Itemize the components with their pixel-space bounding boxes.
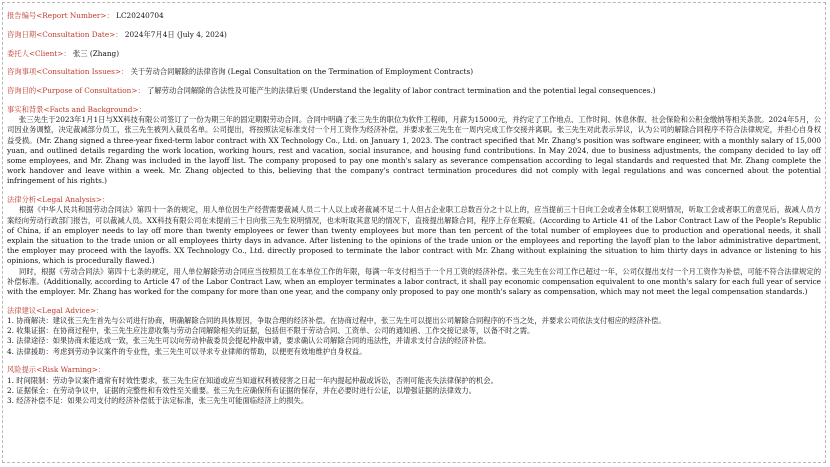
client-label: 委托人<Client>： — [7, 48, 71, 58]
consultation-purpose-label: 咨询目的<Purpose of Consultation>： — [7, 86, 145, 96]
consultation-purpose-row — [7, 86, 821, 96]
advice-item-legal-route: 3. 法律途径：如果协商未能达成一致，张三先生可以向劳动仲裁委员会提起仲裁申请，要求确认公司解除合同的违法性，并请求支付合法的经济补偿。 — [7, 336, 491, 346]
analysis-paragraph-2: 同时，根据《劳动合同法》第四十七条的规定，用人单位解除劳动合同应当按照员工在本单位工作的年限，每满一年支付相当于一个月工资的经济补偿。张三先生在公司工作已超过一年，公司仅提出支付一个月工资作为补偿，可能不符合法律规定的补偿标准。(Additionally, according to Article 47 of the Labor Contract Law, when an employer terminates a labor contract, it shall pay economic compensation equivalent to one month's salary for each full year of service with the employer. Mr. Zhang has worked for the company for more than one year, and the company only proposed to pay one month's salary as compensation, which may not meet the legal compensation standards.) — [7, 266, 821, 297]
client-row — [7, 49, 821, 59]
risk-item-evidence-preservation: 2. 证据保全：在劳动争议中，证据的完整性和有效性至关重要。张三先生应确保所有证据的保存，并在必要时进行公证，以增强证据的法律效力。 — [7, 385, 476, 395]
advice-item-negotiation: 1. 协商解决：建议张三先生首先与公司进行协商，明确解除合同的具体原因，争取合理的经济补偿。在协商过程中，张三先生可以提出公司解除合同程序的不当之处，并要求公司依法支付相应的经济补偿。 — [7, 316, 666, 326]
consultation-date-row — [7, 30, 821, 40]
advice-heading: 法律建议<Legal Advice>： — [7, 305, 104, 315]
facts-paragraph: 张三先生于2023年1月1日与XX科技有限公司签订了一份为期三年的固定期限劳动合同。合同中明确了张三先生的职位为软件工程师，月薪为15000元，并约定了工作地点、工作时间、休息休假、社会保险和公积金缴纳等相关条款。2024年5月，公司因业务调整，决定裁减部分员工，张三先生被列入裁员名单。公司提出，将按照法定标准支付一个月工资作为经济补偿，并要求张三先生在一周内完成工作交接并离职。张三先生对此表示异议，认为公司的解除合同程序不符合法律规定，并担心自身权益受损。(Mr. Zhang signed a three-year fixed-term labor contract with XX Technology Co., Ltd. on January 1, 2023. The contract specified that Mr. Zhang's position was software engineer, with a monthly salary of 15,000 yuan, and outlined details regarding the work location, working hours, rest and vacation, social insurance, and housing fund contributions. In May 2024, due to business adjustments, the company decided to lay off some employees, and Mr. Zhang was included in the layoff list. The company proposed to pay one month's salary as severance compensation according to legal standards and requested that Mr. Zhang complete the work handover and leave within a week. Mr. Zhang objected to this, believing that the company's contract termination procedures did not comply with legal regulations and was concerned about the potential infringement of his rights.) — [7, 115, 821, 186]
facts-heading: 事实和背景<Facts and Background>： — [7, 104, 146, 114]
risk-item-time-limit: 1. 时间限制：劳动争议案件通常有时效性要求，张三先生应在知道或应当知道权利被侵害之日起一年内提起仲裁或诉讼，否则可能丧失法律保护的机会。 — [7, 375, 498, 385]
consultation-report — [2, 2, 826, 463]
report-number-value: LC20240704 — [113, 11, 164, 20]
advice-item-evidence: 2. 收集证据：在协商过程中，张三先生应注意收集与劳动合同解除相关的证据，包括但不限于劳动合同、工资单、公司的通知函、工作交接记录等，以备不时之需。 — [7, 326, 535, 336]
analysis-paragraph-1: 根据《中华人民共和国劳动合同法》第四十一条的规定，用人单位因生产经营需要裁减人员二十人以上或者裁减不足二十人但占企业职工总数百分之十以上的，应当提前三十日向工会或者全体职工说明情况，听取工会或者职工的意见后，裁减人员方案经向劳动行政部门报告，可以裁减人员。XX科技有限公司在未提前三十日向张三先生说明情况，也未听取其意见的情况下，直接提出解除合同，程序上存在瑕疵。(According to Article 41 of the Labor Contract Law of the People's Republic of China, if an employer needs to lay off more than twenty employees or fewer than twenty employees but more than ten percent of the total number of employees due to production and operational needs, it shall explain the situation to the trade union or all employees thirty days in advance. After listening to the opinions of the trade union or the employees and reporting the layoff plan to the labor administrative department, the employer may proceed with the layoffs. XX Technology Co., Ltd. directly proposed to terminate the labor contract with Mr. Zhang without explaining the situation to him thirty days in advance or listening to his opinions, which is procedurally flawed.) — [7, 205, 821, 266]
report-number-label: 报告编号<Report Number>： — [7, 11, 114, 20]
advice-item-legal-aid: 4. 法律援助：考虑到劳动争议案件的专业性，张三先生可以寻求专业律师的帮助，以便更有效地维护自身权益。 — [7, 346, 367, 356]
consultation-issues-value: 关于劳动合同解除的法律咨询 (Legal Consultation on the Termination of Employment Contracts) — [128, 67, 474, 77]
risk-item-insufficient-compensation: 3. 经济补偿不足：如果公司支付的经济补偿低于法定标准，张三先生可能面临经济上的损失。 — [7, 396, 309, 406]
consultation-date-value: 2024年7月4日 (July 4, 2024) — [122, 29, 227, 39]
consultation-issues-label: 咨询事项<Consultation Issues>： — [7, 67, 129, 77]
client-value: 张三 (Zhang) — [70, 48, 120, 58]
consultation-purpose-value: 了解劳动合同解除的合法性及可能产生的法律后果 (Understand the legality of labor contract termination and the potential legal consequences.) — [144, 86, 656, 96]
report-number-row — [7, 11, 821, 21]
analysis-heading: 法律分析<Legal Analysis>： — [7, 195, 110, 205]
consultation-date-label: 咨询日期<Consultation Date>： — [7, 29, 123, 39]
consultation-issues-row — [7, 67, 821, 77]
risk-heading: 风险提示<Risk Warning>： — [7, 365, 106, 375]
